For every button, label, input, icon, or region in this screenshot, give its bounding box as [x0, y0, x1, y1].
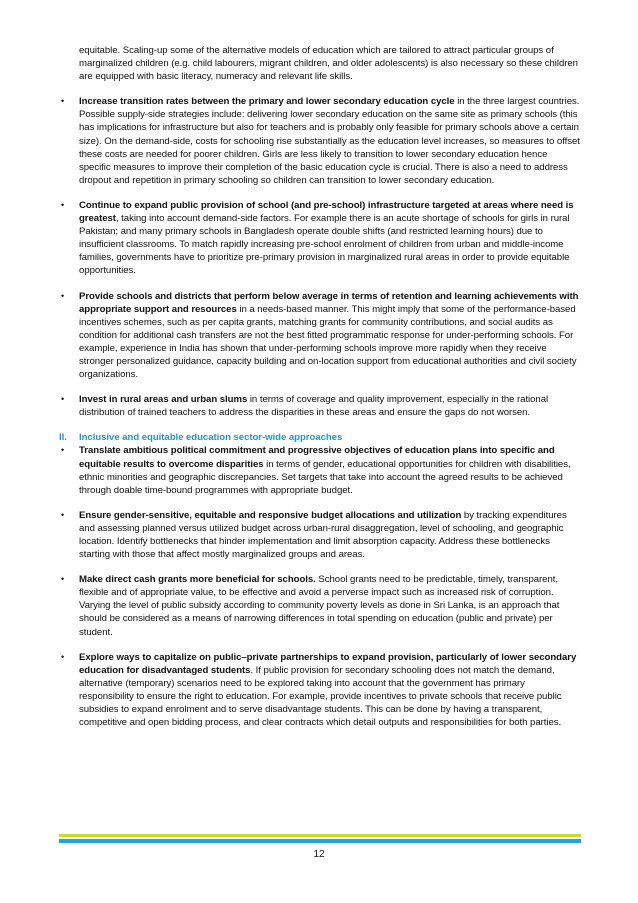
- bullet-icon: •: [61, 199, 65, 210]
- page-number: 12: [313, 849, 325, 860]
- bullet-lead: Ensure gender-sensitive, equitable and responsive budget allocations and utilization: [79, 509, 462, 521]
- footer-rule-green: [59, 834, 581, 837]
- bullet-lead: Make direct cash grants more beneficial for schools.: [79, 574, 316, 586]
- bullet-lead: Provide schools and districts that perform below average in terms of retention and learning achievements with appropriate support and resources: [79, 290, 579, 315]
- bullet-text: , taking into account demand-side factors. For example there is an acute shortage of schools for girls in rural Pakistan; and many primary schools in Bangladesh operate double shifts (and restricted learning hours) due to insufficient classrooms. To match rapidly increasing pre-school enrolment of children from urban and middle-income families, governments have to prioritize pre-primary provision in marginalized rural areas in order to provide equitable opportunities.: [79, 213, 570, 277]
- bullet-support-schools: [59, 290, 581, 382]
- bullet-icon: •: [61, 574, 65, 585]
- footer-rule-blue: [59, 839, 581, 843]
- bullet-text: in a needs-based manner. This might imply that some of the performance-based incentives schemes, such as per capita grants, matching grants for community contributions, and social audits as condition for additional cash transfers are not the best fitted programmatic response for under-performing schools. For example, experience in India has shown that under-performing schools improve more rapidly when they receive stronger personalized guidance, capacity building and on-location support from educational authorities and civil society organizations.: [79, 303, 577, 381]
- bullet-lead: Increase transition rates between the primary and lower secondary education cycle: [79, 96, 455, 108]
- bullet-icon: •: [61, 445, 65, 456]
- bullet-text: . If public provision for secondary schooling does not match the demand, alternative (temporary) scenarios need to be explored taking into account that the government has primary responsibility to ensure the right to education. For example, provide incentives to private schools that receive public subsidies to expand enrolment and to serve disadvantage students. This can be done by having a transparent, competitive and open bidding process, and clear contracts which detail outputs and responsibilities for both parties.: [79, 664, 562, 729]
- bullet-rural-urban: [59, 393, 581, 419]
- intro-paragraph: equitable. Scaling-up some of the alternative models of education which are tailored to attract particular groups of marginalized children (e.g. child labourers, migrant children, and older adolescents) is also necessary so these children are equipped with basic literacy, numeracy and relevant life skills.: [79, 45, 578, 83]
- bullet-text: in terms of gender, educational opportunities for children with disabilities, ethnic minorities and geographic discrepancies. Set targets that take into account the agreed results to be achieved through doable time-bound programmes with appropriate budget.: [79, 458, 571, 496]
- bullet-public-private: [59, 651, 581, 730]
- bullet-lead: Explore ways to capitalize on public–private partnerships to expand provision, particularly of lower secondary education for disadvantaged students: [79, 651, 577, 676]
- bullet-text: by tracking expenditures and assessing planned versus utilized budget across urban-rural disaggregation, level of schooling, and geographic location. Identify bottlenecks that hinder implementation and limit absorption capacity. Address these bottlenecks starting with those that affect mostly marginalized groups and areas.: [79, 509, 567, 561]
- bullet-icon: •: [61, 96, 65, 107]
- bullet-cash-grants: [59, 573, 581, 638]
- bullet-budget-allocations: [59, 509, 581, 561]
- bullet-transition-rates: [59, 95, 581, 187]
- bullet-public-provision: [59, 199, 581, 278]
- section-heading: [59, 431, 581, 444]
- section-title: Inclusive and equitable education sector-wide approaches: [79, 432, 343, 444]
- bullet-lead: Invest in rural areas and urban slums: [79, 394, 248, 406]
- bullet-text: School grants need to be predictable, timely, transparent, flexible and of appropriate value, to be effective and avoid a perverse impact such as increased risk of corruption. Varying the level of public subsidy according to community poverty levels as done in Sri Lanka, is an approach that should be considered as a means of narrowing differences in total spending on education (public and private) per student.: [79, 574, 560, 638]
- bullet-icon: •: [61, 651, 65, 662]
- bullet-text: in the three largest countries. Possible supply-side strategies include: delivering lower secondary education on the same site as primary schools (this has implications for infrastructure but also for teachers and is probably only feasible for primary schools above a certain size). On the demand-side, costs for schooling rise substantially as the education level increases, so measures to offset these costs are needed for poorer children. Girls are less likely to transition to lower secondary education hence specific measures to improve their completion of the basic education cycle is crucial. There is also a need to address dropout and repetition in primary schooling so children can transition to lower secondary education.: [79, 96, 580, 186]
- bullet-lead: Translate ambitious political commitment and progressive objectives of education plans into specific and equitable results to overcome disparities: [79, 445, 555, 470]
- bullet-icon: •: [61, 394, 65, 405]
- bullet-icon: •: [61, 290, 65, 301]
- page-content: [59, 44, 581, 741]
- bullet-lead: Continue to expand public provision of school (and pre-school) infrastructure targeted at areas where need is greatest: [79, 199, 574, 225]
- section-number: II.: [59, 432, 67, 444]
- bullet-icon: •: [61, 509, 65, 520]
- bullet-translate-commitment: [59, 444, 581, 496]
- bullet-text: in terms of coverage and quality improvement, especially in the rational distribution of trained teachers to address the disparities in these areas and ensure the gaps do not worsen.: [79, 394, 549, 419]
